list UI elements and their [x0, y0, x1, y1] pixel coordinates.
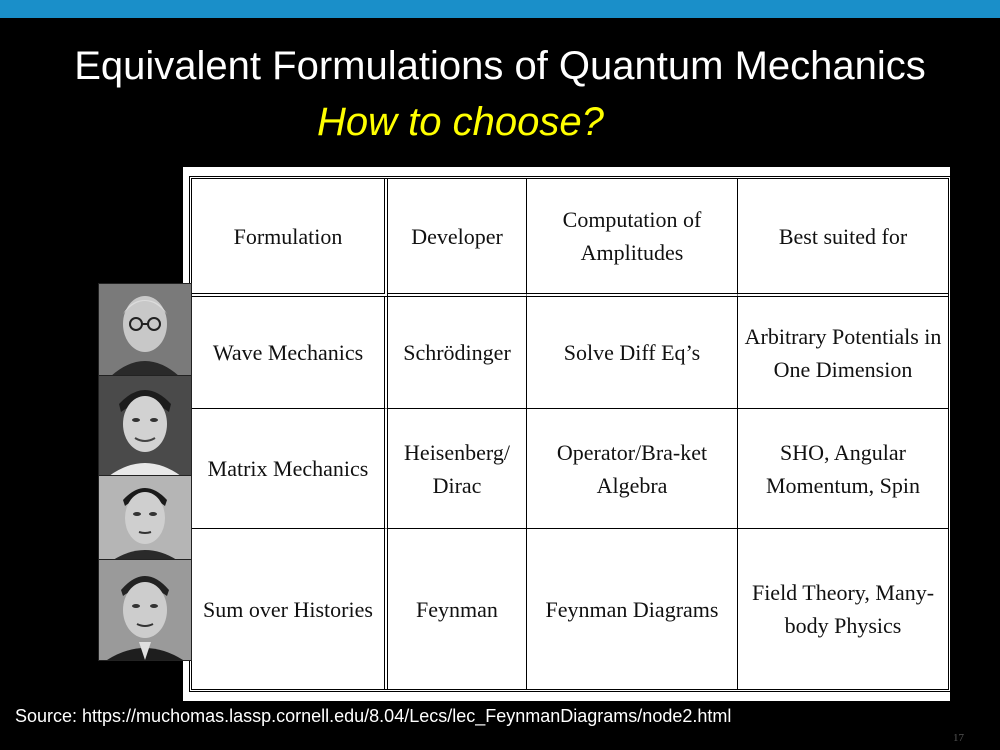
page-number: 17 [953, 732, 964, 744]
cell-computation: Operator/Bra-ket Algebra [527, 409, 738, 529]
portrait-photo-icon [98, 283, 192, 377]
cell-formulation: Sum over Histories [192, 529, 388, 689]
cell-computation: Feynman Diagrams [527, 529, 738, 689]
cell-developer: Heisenberg/ Dirac [388, 409, 527, 529]
header-developer: Developer [388, 179, 527, 297]
table-row [192, 409, 948, 529]
cell-best-suited: Field Theory, Many-body Physics [751, 580, 935, 638]
cell-formulation: Matrix Mechanics [192, 409, 388, 529]
cell-best-suited: Arbitrary Potentials in One Dimension [738, 297, 948, 409]
cell-developer: Feynman [388, 529, 527, 689]
top-accent-bar [0, 0, 1000, 18]
portrait-photo-icon [98, 559, 192, 661]
table-row [192, 529, 948, 689]
table-header-row [192, 179, 948, 297]
cell-computation: Solve Diff Eq’s [527, 297, 738, 409]
table-panel [183, 167, 950, 701]
table-row [192, 297, 948, 409]
portrait-photo-icon [98, 475, 192, 561]
source-citation: Source: https://muchomas.lassp.cornell.edu/8.04/Lecs/lec_FeynmanDiagrams/node2.html [15, 706, 732, 726]
cell-developer: Schrödinger [388, 297, 527, 409]
header-best-suited: Best suited for [738, 179, 948, 297]
slide-subtitle: How to choose? [317, 100, 604, 144]
cell-best-suited: SHO, Angular Momentum, Spin [738, 409, 948, 529]
slide-title: Equivalent Formulations of Quantum Mechanics [74, 44, 926, 88]
header-computation: Computation of Amplitudes [527, 179, 738, 297]
header-formulation: Formulation [192, 179, 388, 297]
formulations-table [189, 176, 951, 692]
portrait-photo-icon [98, 375, 192, 477]
cell-formulation: Wave Mechanics [192, 297, 388, 409]
